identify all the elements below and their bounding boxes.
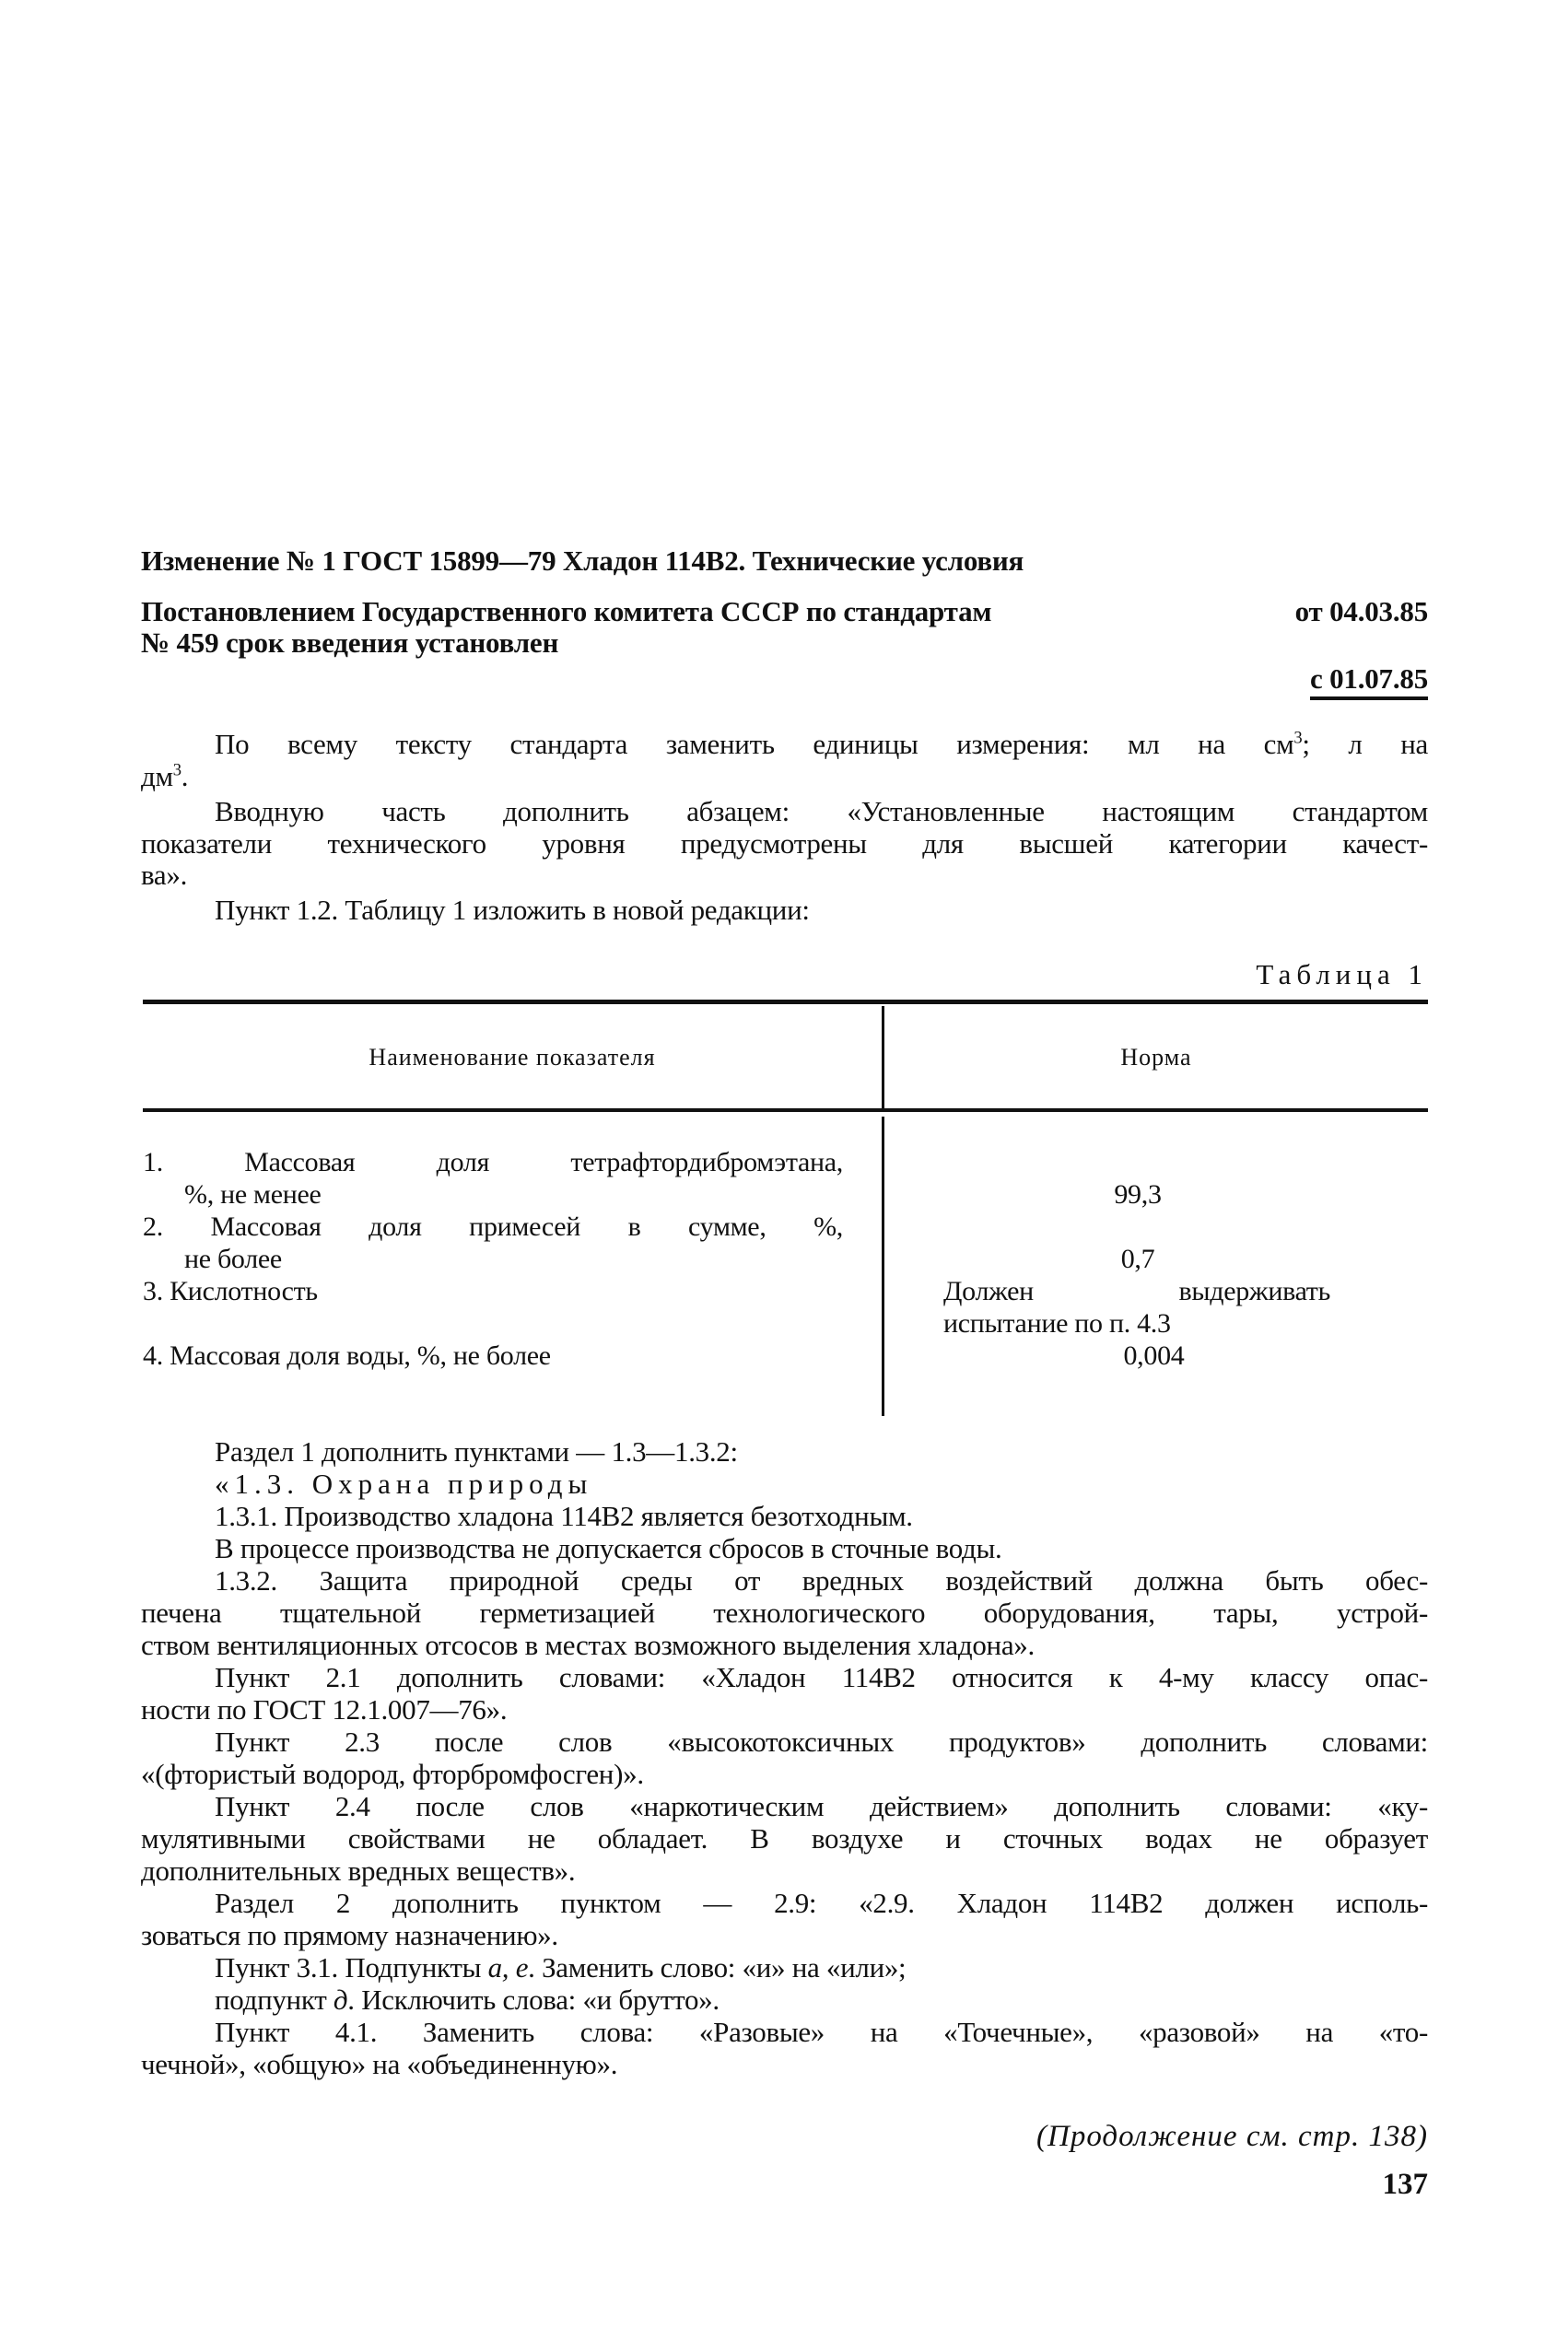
row-1-name: 1. Массовая доля тетрафтордибромэтана,: [143, 1147, 843, 1177]
body-line: ности по ГОСТ 12.1.007—76».: [141, 1693, 508, 1726]
intro-paragraph-3: Пункт 1.2. Таблицу 1 изложить в новой редакции:: [215, 894, 810, 926]
section-heading: [141, 1468, 1428, 1500]
decree-date: от 04.03.85: [1294, 595, 1428, 627]
row-2-value: 0,7: [1120, 1244, 1155, 1274]
body-line: Пункт 2.4 после слов «наркотическим действием» дополнить словами: «ку-: [215, 1790, 1428, 1822]
decree-number-line: № 459 срок введения установлен: [141, 626, 559, 659]
body-line: 1.3.2. Защита природной среды от вредных воздействий должна быть обес-: [215, 1564, 1428, 1597]
amendment-title: Изменение № 1 ГОСТ 15899—79 Хладон 114В2. Технические условия: [141, 544, 1024, 577]
body-line: чечной», «общую» на «объединенную».: [141, 2048, 618, 2080]
intro-p1-text: По всему тексту стандарта заменить единицы измерения: мл на см: [215, 728, 1294, 760]
body-line: Раздел 1 дополнить пунктами — 1.3—1.3.2:: [215, 1435, 738, 1468]
body-line: Пункт 2.3 после слов «высокотоксичных продуктов» дополнить словами:: [215, 1726, 1428, 1758]
column-header-name: Наименование показателя: [369, 1044, 656, 1071]
page-number: 137: [1382, 2168, 1428, 2201]
intro-p1-text: дм: [141, 760, 173, 792]
row-4-name: 4. Массовая доля воды, %, не более: [143, 1340, 551, 1371]
intro-p1-text: ; л на: [1302, 728, 1429, 760]
body-line: печена тщательной герметизацией технологического оборудования, тары, устрой-: [141, 1597, 1428, 1629]
body-line: Раздел 2 дополнить пунктом — 2.9: «2.9. Хладон 114В2 должен исполь-: [215, 1887, 1428, 1919]
row-3-value: Должен выдерживать: [943, 1276, 1330, 1306]
row-3-name: 3. Кислотность: [143, 1276, 318, 1306]
row-2-name-cont: не более: [184, 1244, 282, 1274]
row-2-name: 2. Массовая доля примесей в сумме, %,: [143, 1211, 843, 1242]
effective-date-text: с 01.07.85: [1310, 662, 1428, 700]
body-text: подпункт: [215, 1984, 333, 2016]
section-heading-text: «1.3. Охрана природы: [215, 1468, 593, 1500]
intro-paragraph-1-cont: [141, 760, 1428, 792]
superscript: 3: [1293, 728, 1303, 748]
body-line: «(фтористый водород, фторбромфосген)».: [141, 1758, 644, 1790]
table-top-rule: [143, 1000, 1428, 1004]
intro-p1-text: .: [181, 760, 189, 792]
row-4-value: 0,004: [1123, 1340, 1185, 1371]
table-caption: Таблица 1: [1256, 958, 1428, 990]
row-1-value: 99,3: [1114, 1179, 1162, 1210]
intro-paragraph-2-line-2: показатели технического уровня предусмотрены для высшей категории качест-: [141, 827, 1428, 860]
column-header-norm: Норма: [1120, 1044, 1192, 1071]
body-line: 1.3.1. Производство хладона 114В2 является безотходным.: [215, 1500, 913, 1532]
effective-date: [1310, 663, 1428, 695]
body-text-italic: а, е: [487, 1951, 529, 1984]
superscript: 3: [172, 760, 181, 780]
intro-paragraph-1: [141, 728, 1428, 760]
body-text: Пункт 3.1. Подпункты: [215, 1951, 488, 1984]
body-line: дополнительных вредных веществ».: [141, 1855, 576, 1887]
body-line: ством вентиляционных отсосов в местах возможного выделения хладона».: [141, 1629, 1035, 1661]
body-line: В процессе производства не допускается сбросов в сточные воды.: [215, 1532, 1002, 1564]
body-line: Пункт 2.1 дополнить словами: «Хладон 114В2 относится к 4-му классу опас-: [215, 1661, 1428, 1693]
body-line: зоваться по прямому назначению».: [141, 1919, 558, 1951]
body-line: [141, 1951, 1428, 1984]
row-1-name-cont: %, не менее: [184, 1179, 322, 1210]
body-text: . Заменить слово: «и» на «или»;: [528, 1951, 907, 1984]
decree-line: Постановлением Государственного комитета СССР по стандартам: [141, 595, 992, 627]
body-text-italic: д: [333, 1984, 348, 2016]
continuation-note: (Продолжение см. стр. 138): [1036, 2120, 1428, 2153]
intro-paragraph-2-line-3: ва».: [141, 859, 188, 891]
table-header-rule: [143, 1108, 1428, 1112]
body-line: мулятивными свойствами не обладает. В воздухе и сточных водах не образует: [141, 1822, 1428, 1855]
intro-paragraph-2-line-1: Вводную часть дополнить абзацем: «Установленные настоящим стандартом: [215, 795, 1428, 827]
row-3-value-cont: испытание по п. 4.3: [943, 1308, 1171, 1339]
body-text: . Исключить слова: «и брутто».: [347, 1984, 720, 2016]
body-line: Пункт 4.1. Заменить слова: «Разовые» на «Точечные», «разовой» на «то-: [215, 2016, 1428, 2048]
body-line: [141, 1984, 1428, 2016]
